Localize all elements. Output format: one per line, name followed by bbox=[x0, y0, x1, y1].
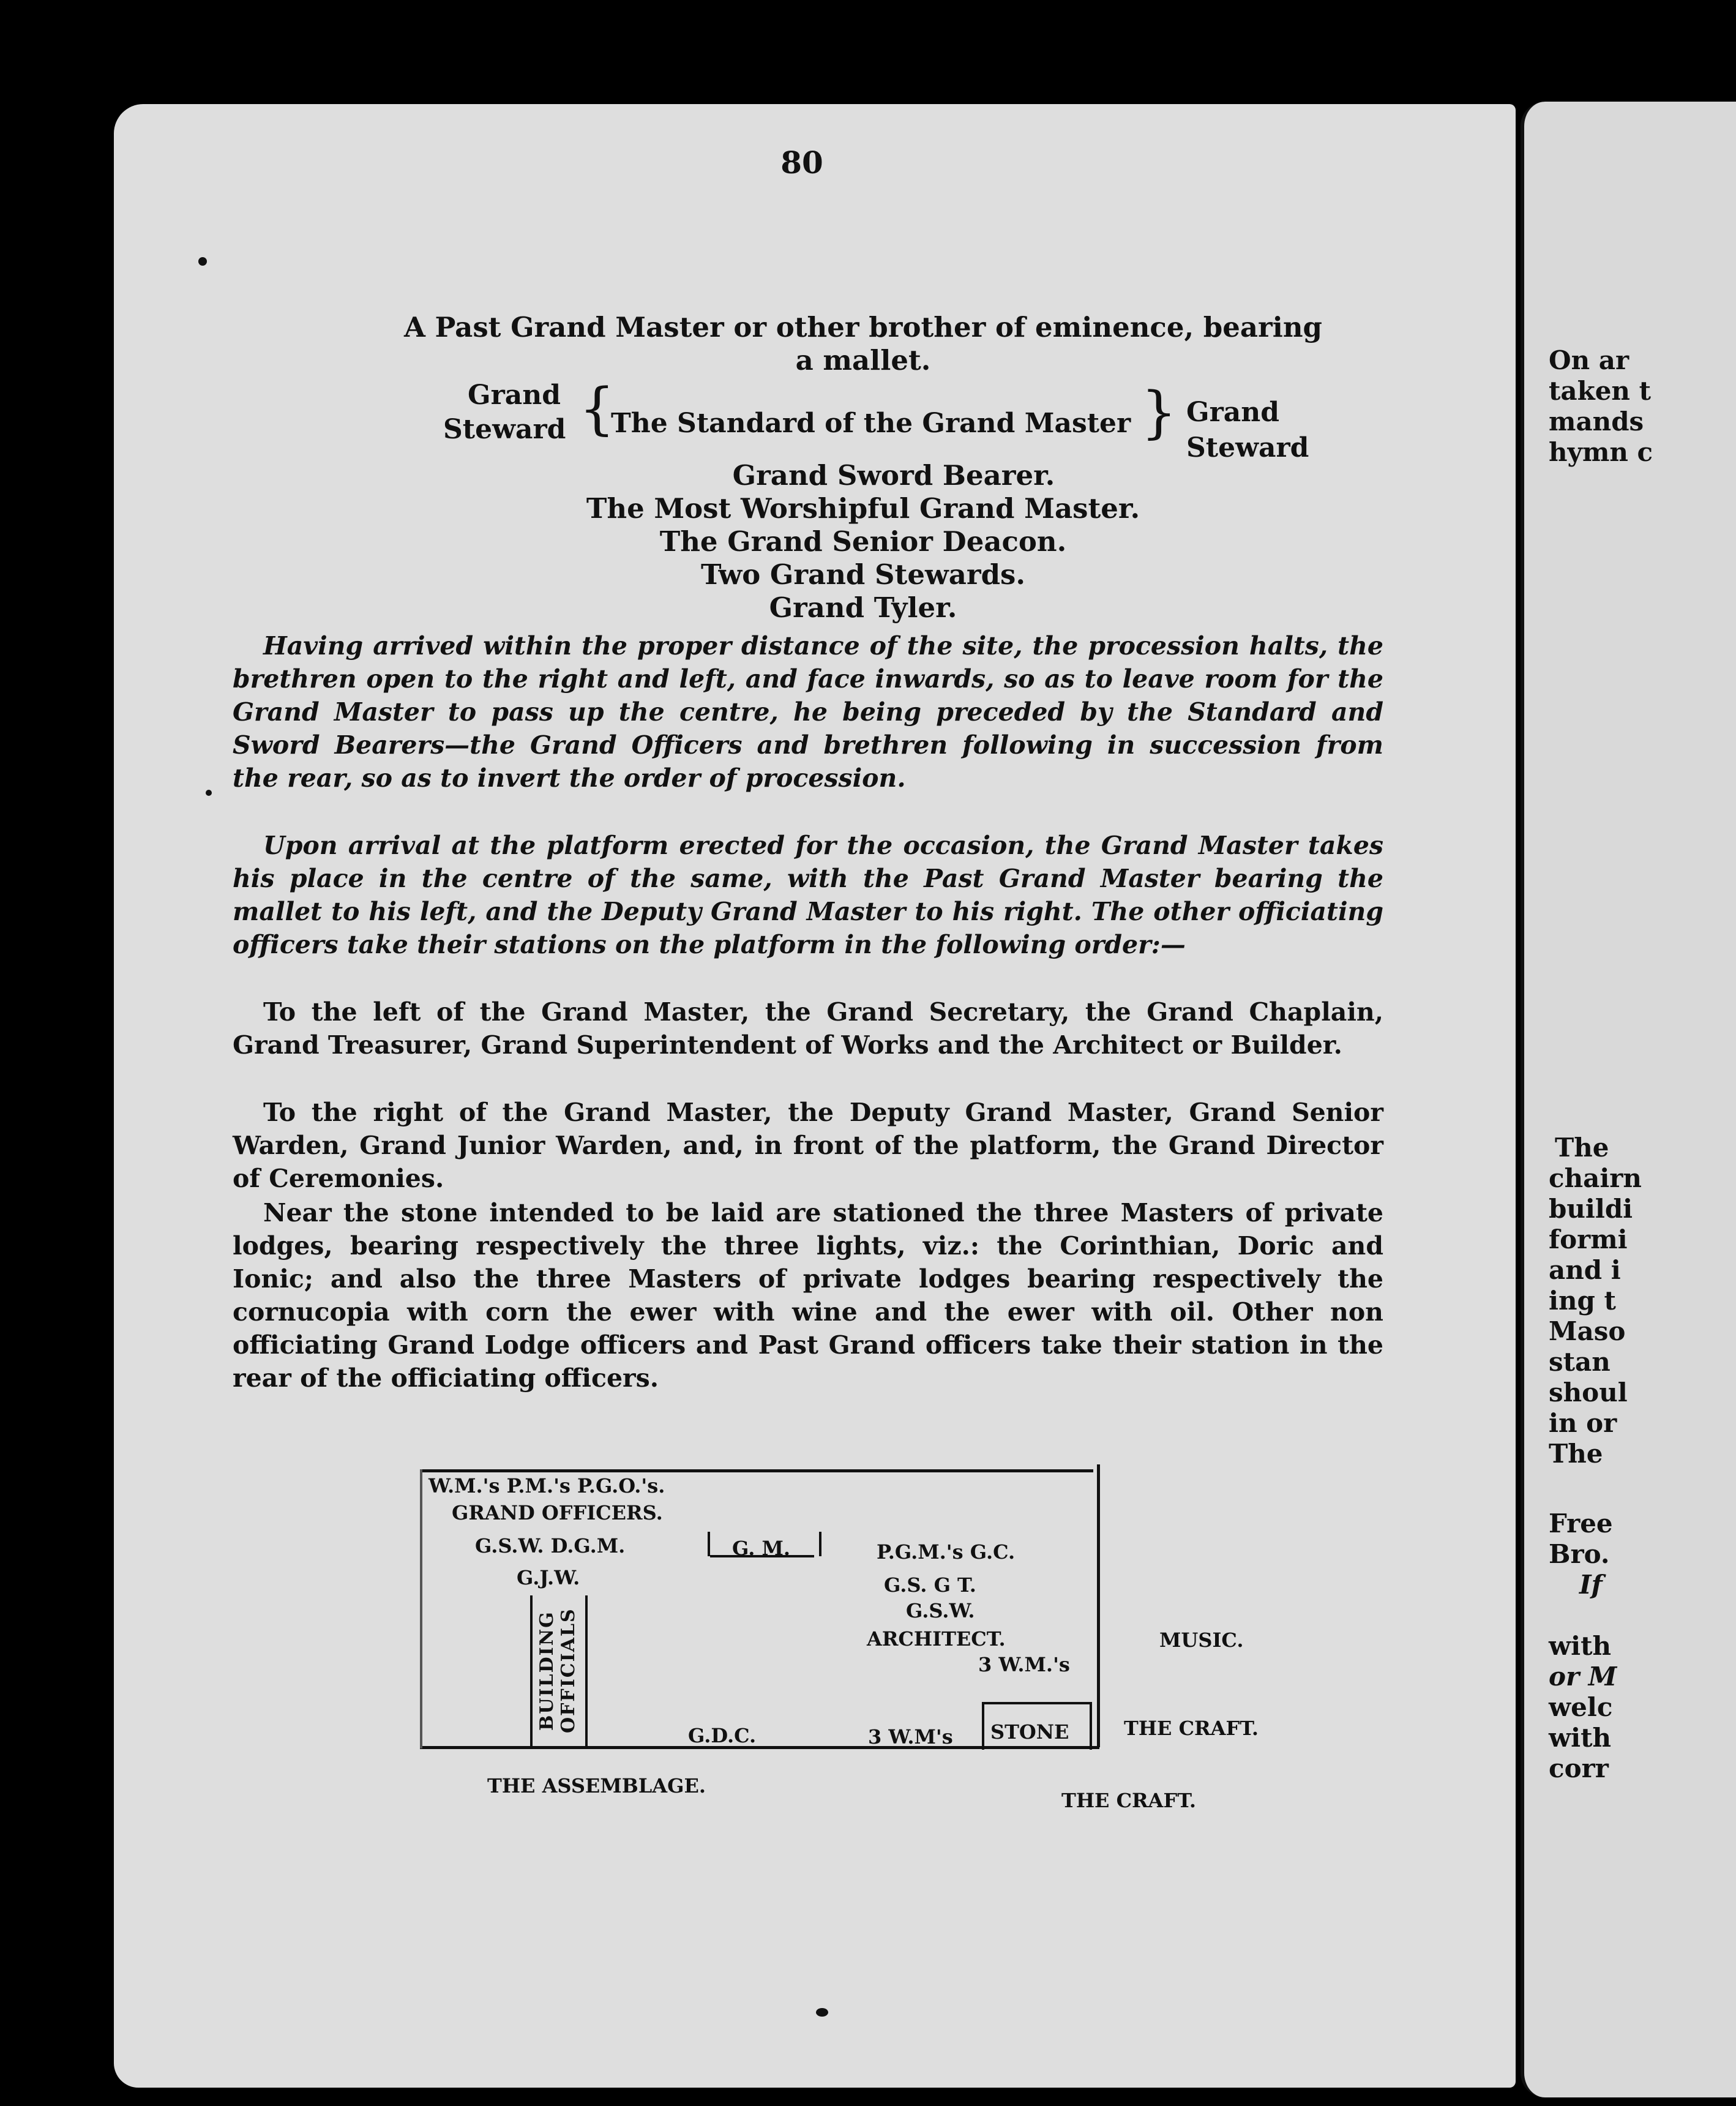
gm-label: G. M. bbox=[732, 1537, 791, 1560]
left-of-grand-master-paragraph: To the left of the Grand Master, the Grand Secretary, the Grand Chaplain, Grand Treasurer, Grand Superintendent of Works and the Architect or Builder. bbox=[233, 997, 1383, 1060]
adjacent-page bbox=[1521, 102, 1736, 2097]
adjacent-fragment: formi bbox=[1549, 1224, 1628, 1254]
diagram-right-rule bbox=[1097, 1464, 1100, 1747]
adjacent-fragment: shoul bbox=[1549, 1377, 1628, 1407]
right-of-grand-master-paragraph: To the right of the Grand Master, the Deputy Grand Master, Grand Senior Warden, Grand Junior Warden, and, in front of the platform, the Grand Director of Ceremonies. bbox=[233, 1098, 1383, 1193]
diagram-top-rule bbox=[420, 1469, 1093, 1472]
music-label: MUSIC. bbox=[1159, 1628, 1244, 1652]
assemblage-label: THE ASSEMBLAGE. bbox=[487, 1774, 706, 1797]
procession-line: Two Grand Stewards. bbox=[700, 558, 1026, 591]
adjacent-fragment: taken t bbox=[1549, 376, 1651, 406]
platform-paragraph: Upon arrival at the platform erected for the occasion, the Grand Master takes his place in the centre of the same, with the Past Grand Master bearing the mallet to his left, and the Deputy Grand Master to his right. The other officiating officers take their stations on the platform in the following order:— bbox=[233, 831, 1383, 959]
page-number: 80 bbox=[780, 144, 823, 181]
ink-speck bbox=[206, 790, 212, 796]
adjacent-fragment: with bbox=[1549, 1631, 1612, 1661]
procession-line: The Grand Senior Deacon. bbox=[659, 525, 1067, 558]
gdc-label: G.D.C. bbox=[688, 1724, 757, 1747]
adjacent-fragment: with bbox=[1549, 1723, 1612, 1753]
adjacent-fragment: On ar bbox=[1549, 345, 1629, 375]
gsw-label: G.S.W. bbox=[906, 1599, 975, 1622]
adjacent-fragment: hymn c bbox=[1549, 437, 1653, 467]
stone-label: STONE bbox=[990, 1720, 1069, 1744]
three-wms-right-label: 3 W.M.'s bbox=[978, 1653, 1070, 1676]
left-brace: { bbox=[579, 376, 615, 441]
adjacent-fragment: or M bbox=[1549, 1662, 1617, 1692]
adjacent-fragment: stan bbox=[1549, 1347, 1611, 1377]
adjacent-fragment: and i bbox=[1549, 1255, 1621, 1285]
ink-speck bbox=[198, 257, 207, 266]
standard-of-grand-master: The Standard of the Grand Master bbox=[611, 408, 1131, 439]
architect-label: ARCHITECT. bbox=[867, 1627, 1006, 1651]
craft-side-label: THE CRAFT. bbox=[1124, 1717, 1259, 1740]
grand-steward-right-2: Steward bbox=[1186, 432, 1309, 463]
adjacent-fragment: The bbox=[1549, 1439, 1603, 1469]
heading-line: a mallet. bbox=[795, 344, 931, 377]
adjacent-fragment: Free bbox=[1549, 1508, 1613, 1538]
heading-line: A Past Grand Master or other brother of eminence, bearing bbox=[403, 311, 1323, 343]
grand-officers-label: GRAND OFFICERS. bbox=[452, 1501, 663, 1524]
adjacent-fragment: mands bbox=[1549, 407, 1644, 437]
stone-stations-paragraph: Near the stone intended to be laid are stationed the three Masters of private lodges, bearing respectively the three lights, viz.: the Corinthian, Doric and Ionic; and also the three Masters of private lodges bearing respectively the cornucopia with corn the ewer with wine and the ewer with oil. Other non officiating Grand Lodge officers and Past Grand officers take their station in the rear of the officiating officers. bbox=[233, 1198, 1383, 1393]
craft-bottom-label: THE CRAFT. bbox=[1061, 1789, 1197, 1812]
adjacent-fragment: corr bbox=[1549, 1753, 1609, 1783]
adjacent-fragment: in or bbox=[1549, 1408, 1617, 1438]
grand-steward-left-2: Steward bbox=[443, 414, 566, 445]
adjacent-fragment: welc bbox=[1549, 1692, 1613, 1722]
procession-line: Grand Tyler. bbox=[769, 591, 957, 624]
adjacent-fragment: Bro. bbox=[1549, 1539, 1610, 1569]
adjacent-fragment: The bbox=[1555, 1133, 1609, 1163]
wms-pms-pgos: W.M.'s P.M.'s P.G.O.'s. bbox=[428, 1474, 665, 1497]
grand-steward-left-1: Grand bbox=[468, 380, 561, 411]
procession-line: The Most Worshipful Grand Master. bbox=[586, 492, 1140, 525]
right-brace: } bbox=[1141, 380, 1177, 445]
adjacent-fragment: ing t bbox=[1549, 1286, 1616, 1316]
platform-diagram bbox=[414, 1463, 1118, 1755]
adjacent-fragment: chairn bbox=[1549, 1163, 1642, 1193]
adjacent-fragment: buildi bbox=[1549, 1194, 1633, 1224]
gs-gt-label: G.S. G T. bbox=[884, 1573, 976, 1597]
ink-speck bbox=[816, 2008, 828, 2017]
grand-steward-right-1: Grand bbox=[1186, 397, 1280, 428]
gjw-label: G.J.W. bbox=[517, 1566, 580, 1589]
adjacent-fragment: Maso bbox=[1549, 1316, 1626, 1346]
building-officials-label: BUILDING OFFICIALS bbox=[536, 1608, 579, 1734]
three-wms-bottom-label: 3 W.M's bbox=[868, 1725, 953, 1748]
adjacent-fragment: If bbox=[1579, 1570, 1603, 1600]
diagram-left-rule bbox=[420, 1469, 422, 1748]
procession-line: Grand Sword Bearer. bbox=[732, 459, 1055, 492]
pgms-gc-label: P.G.M.'s G.C. bbox=[877, 1540, 1016, 1564]
arrival-paragraph: Having arrived within the proper distance of the site, the procession halts, the brethren open to the right and left, and face inwards, so as to leave room for the Grand Master to pass up the centre, he being preceded by the Standard and Sword Bearers—the Grand Officers and brethren following in succession from the rear, so as to invert the order of procession. bbox=[233, 631, 1383, 793]
gsw-dgm-label: G.S.W. D.G.M. bbox=[475, 1534, 626, 1557]
